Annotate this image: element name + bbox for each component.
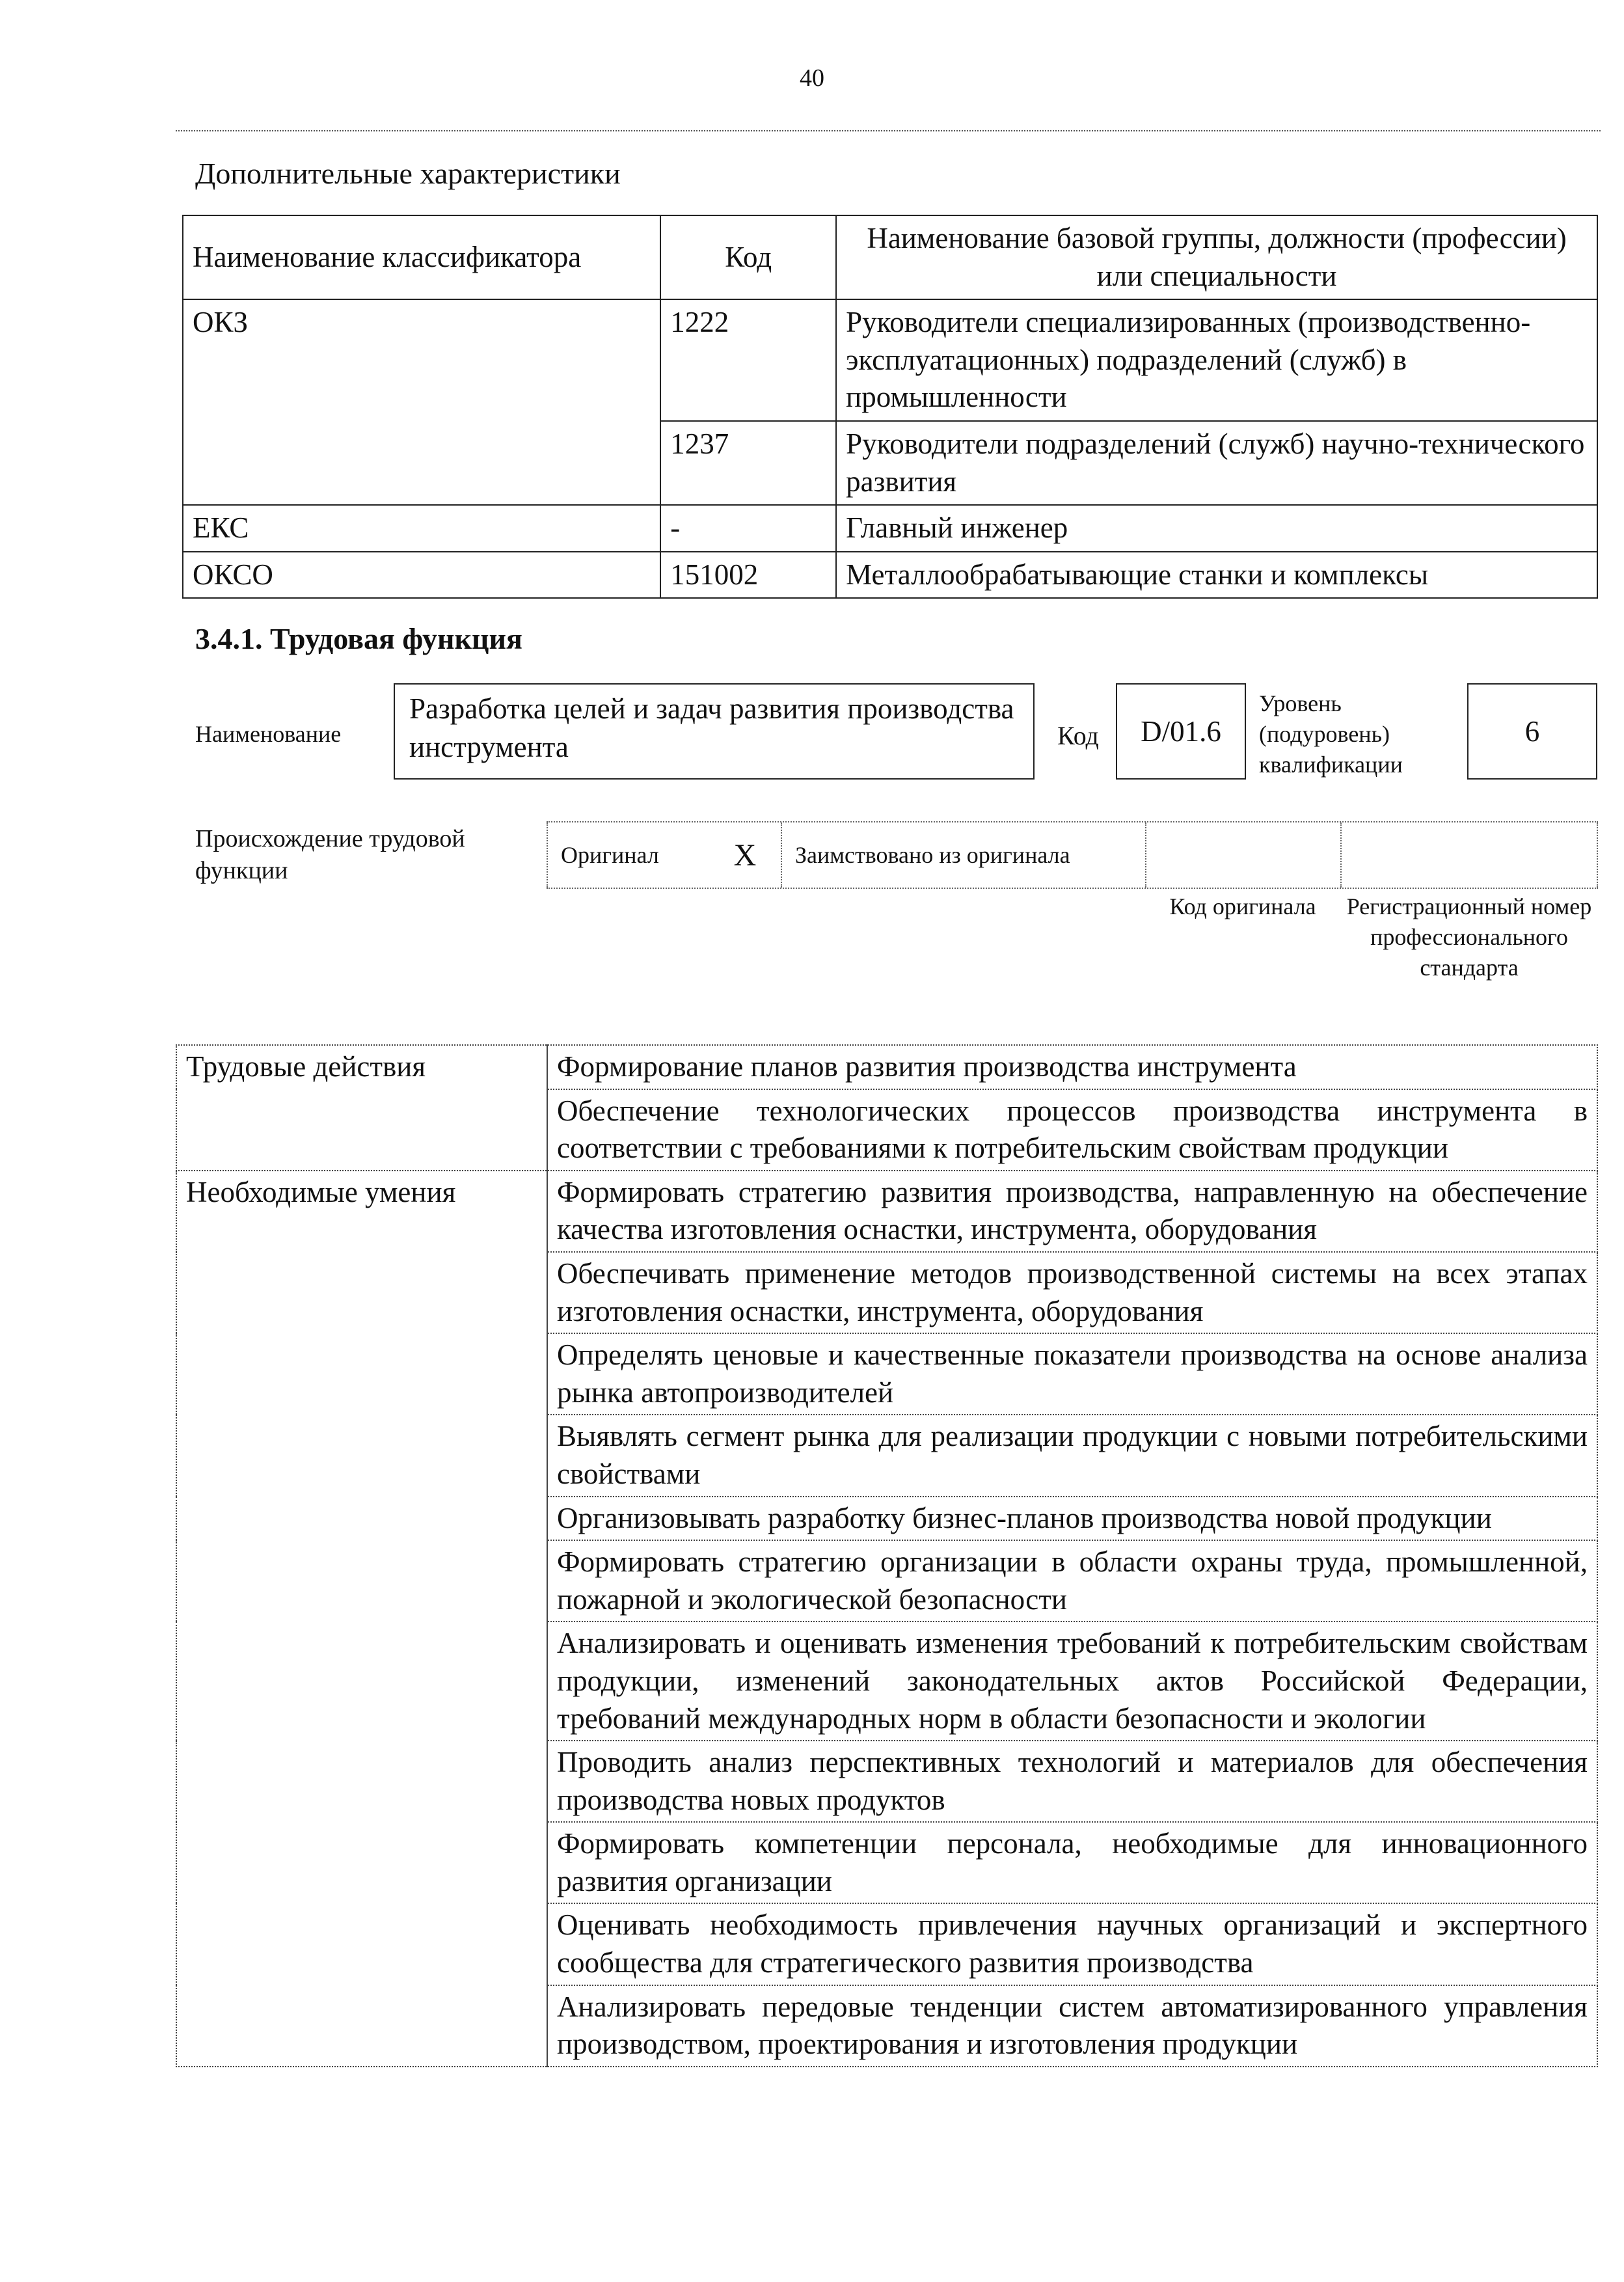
list-item: Оценивать необходимость привлечения научных организаций и экспертного сообщества для стратегического развития производства	[547, 1903, 1597, 1985]
level-label: Уровень (подуровень) квалификации	[1259, 690, 1403, 778]
column-header-classifier: Наименование классификатора	[183, 215, 660, 299]
origin-label: Происхождение трудовой функции	[195, 825, 465, 885]
classifier-cell: ОКСО	[183, 552, 660, 599]
borrowed-cell	[781, 822, 1145, 888]
code-label: Код	[1057, 721, 1099, 750]
list-item: Обеспечение технологических процессов производства инструмента в соответствии с требованиями к потребительским свойствам продукции	[547, 1089, 1597, 1171]
category-cell: Необходимые умения	[176, 1171, 547, 2067]
name-label: Наименование	[195, 721, 342, 747]
code-cell: 1222	[660, 299, 836, 421]
original-label: Оригинал	[561, 842, 659, 868]
table-row	[183, 552, 1597, 599]
original-code-caption: Код оригинала	[1169, 893, 1316, 919]
function-name-box: Разработка целей и задач развития производства инструмента	[394, 683, 1035, 780]
page-number: 40	[800, 64, 824, 92]
name-cell: Металлообрабатывающие станки и комплексы	[836, 552, 1597, 599]
table-row	[176, 1045, 1597, 1089]
list-item: Формировать стратегию развития производства, направленную на обеспечение качества изготовления оснастки, инструмента, оборудования	[547, 1171, 1597, 1252]
function-title: 3.4.1. Трудовая функция	[195, 622, 522, 655]
name-cell: Главный инженер	[836, 505, 1597, 552]
list-item: Определять ценовые и качественные показатели производства на основе анализа рынка автопроизводителей	[547, 1333, 1597, 1415]
list-item: Формировать стратегию организации в области охраны труда, промышленной, пожарной и экологической безопасности	[547, 1540, 1597, 1622]
list-item: Анализировать передовые тенденции систем автоматизированного управления производством, проектирования и изготовления продукции	[547, 1985, 1597, 2067]
code-cell: 1237	[660, 421, 836, 505]
list-item: Анализировать и оценивать изменения требований к потребительским свойствам продукции, изменений законодательных актов Российской Федерации, требований международных норм в области безопасности и экологии	[547, 1622, 1597, 1741]
header-rule	[176, 130, 1601, 131]
classifier-cell: ОКЗ	[183, 299, 660, 421]
classifier-cell	[183, 421, 660, 505]
level-value-box: 6	[1467, 683, 1597, 780]
reg-number-cell	[1340, 822, 1598, 888]
labor-actions-table	[176, 1044, 1598, 2067]
list-item: Проводить анализ перспективных технологий и материалов для обеспечения производства новых продуктов	[547, 1741, 1597, 1822]
list-item: Формирование планов развития производства инструмента	[547, 1045, 1597, 1089]
table-row	[183, 421, 1597, 505]
name-cell: Руководители подразделений (служб) научно-технического развития	[836, 421, 1597, 505]
classifier-table	[182, 215, 1598, 599]
code-cell: -	[660, 505, 836, 552]
name-cell: Руководители специализированных (производственно-эксплуатационных) подразделений (служб) в промышленности	[836, 299, 1597, 421]
column-header-code: Код	[660, 215, 836, 299]
reg-number-caption: Регистрационный номер профессионального стандарта	[1346, 893, 1592, 981]
table-row	[183, 299, 1597, 421]
original-code-cell	[1145, 822, 1340, 888]
list-item: Организовывать разработку бизнес-планов производства новой продукции	[547, 1497, 1597, 1541]
function-code-box: D/01.6	[1116, 683, 1246, 780]
list-item: Формировать компетенции персонала, необходимые для инновационного развития организации	[547, 1822, 1597, 1903]
table-row	[176, 1171, 1597, 1252]
list-item: Обеспечивать применение методов производственной системы на всех этапах изготовления оснастки, инструмента, оборудования	[547, 1252, 1597, 1333]
origin-row	[547, 821, 1598, 889]
code-cell: 151002	[660, 552, 836, 599]
additional-characteristics-heading: Дополнительные характеристики	[195, 157, 621, 190]
column-header-name: Наименование базовой группы, должности (профессии) или специальности	[836, 215, 1597, 299]
table-row	[183, 505, 1597, 552]
classifier-table-header	[183, 215, 1597, 299]
category-cell: Трудовые действия	[176, 1045, 547, 1171]
classifier-cell: ЕКС	[183, 505, 660, 552]
borrowed-label: Заимствовано из оригинала	[795, 842, 1070, 868]
list-item: Выявлять сегмент рынка для реализации продукции с новыми потребительскими свойствами	[547, 1415, 1597, 1496]
original-mark: X	[733, 837, 757, 873]
